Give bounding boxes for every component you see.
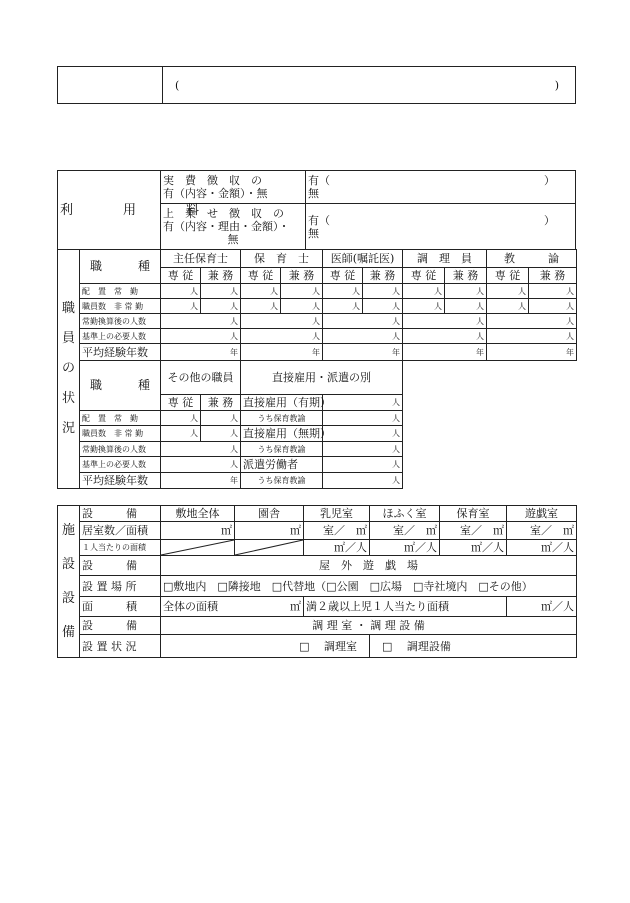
staff-side-label: 職 員 の 状 況 (58, 250, 80, 489)
close-paren: ) (554, 78, 559, 92)
diagonal-cell (161, 540, 235, 556)
diagonal-cell (235, 540, 304, 556)
staff-table: 職 員 の 状 況 職 種 主任保育士 保 育 士 医師(嘱託医) 調 理 員 教 論 専 従 兼 務 専 従 兼 務 専 従 兼 務 専 従 兼 務 専 従 兼 務 配 置 常 勤 人 人 人 人 人 人 人 人 人 人 職員数 非 常 勤 人 人 人 人 人 人 人 人 人 人 常勤換算後の人数 人 人 人 人 人 基準上の必要人数 人 人 人 人 人 平均経験年数 年 年 年 年 年 職 種 その他の職員 直接雇用・派遣の別 専 従 兼 務 直接雇用（有期） 人 配 置 常 勤 人 人 うち保育教諭 人 職員数 非 常 勤 人 人 直接雇用（無期） 人 常勤換算後の人数 人 うち保育教諭 人 基準上の必要人数 人 派遣労働者 人 平均経験年数 年 うち保育教諭 人 (57, 249, 577, 489)
usage-fee-header: 利 用 料 (58, 171, 161, 250)
facility-side-label: 施 設 設 備 (58, 506, 80, 658)
facility-table: 施 設 設 備 設 備 敷地全体 園舎 乳児室 ほふく室 保育室 遊戯室 居室数／面積 ㎡ ㎡ 室／ ㎡ 室／ ㎡ 室／ ㎡ 室／ ㎡ １人当たりの面積 ㎡／人 ㎡／人 ㎡／人 ㎡／人 設 備 屋 外 遊 戯 場 設 置 場 所 □敷地内 □隣接地 □代替地（□公園 □広場 □寺社境内 □その他） 面 積 全体の面積 ㎡ 満２歳以上児１人当たり面積 ㎡／人 設 備 調 理 室 ・ 調 理 設 備 設 置 状 況 □ 調理室 □ 調理設備 (57, 505, 577, 658)
usage-fee-table: 利 用 料 実 費 徴 収 の 有（内容・金額）・無 有（ ） 無 上 乗 せ 徴 収 の 有（内容・理由・金額）・ 無 有（ ） 無 (57, 170, 576, 250)
top-box (57, 66, 576, 104)
open-paren: ( (175, 78, 180, 92)
jippi-line1: 実 費 徴 収 の (163, 174, 262, 187)
jippi-ari: 有（ (308, 174, 330, 187)
jippi-nashi: 無 (308, 187, 319, 200)
jippi-line2: 有（内容・金額）・無 (163, 187, 268, 200)
